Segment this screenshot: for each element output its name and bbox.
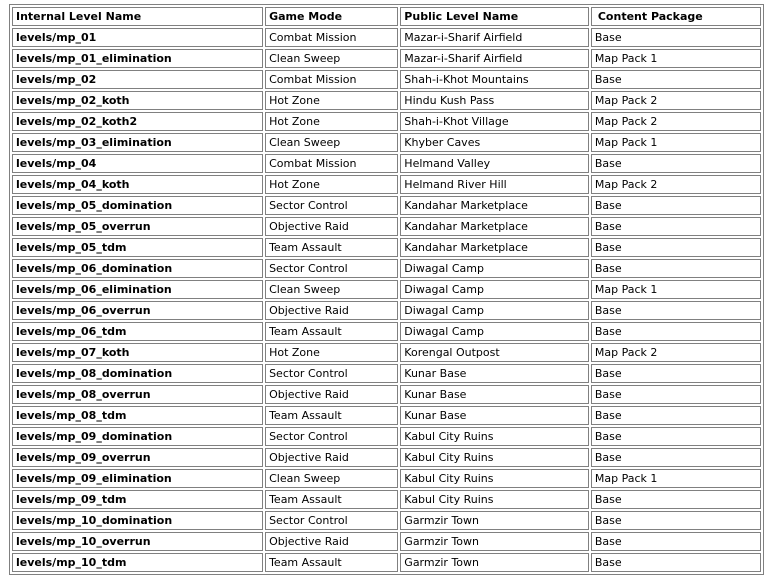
public-level-name-cell: Helmand Valley (400, 154, 589, 173)
public-level-name-cell: Hindu Kush Pass (400, 91, 589, 110)
content-package-cell: Base (591, 217, 761, 236)
table-row (12, 490, 761, 509)
internal-level-name-cell: levels/mp_09_overrun (12, 448, 263, 467)
public-level-name-cell: Shah-i-Khot Mountains (400, 70, 589, 89)
content-package-cell: Map Pack 2 (591, 175, 761, 194)
internal-level-name-cell: levels/mp_07_koth (12, 343, 263, 362)
header-public-level-name: Public Level Name (400, 7, 589, 26)
game-mode-cell: Team Assault (265, 490, 398, 509)
table-row (12, 322, 761, 341)
internal-level-name-cell: levels/mp_02_koth (12, 91, 263, 110)
table-row (12, 133, 761, 152)
content-package-cell: Base (591, 553, 761, 572)
game-mode-cell: Hot Zone (265, 91, 398, 110)
public-level-name-cell: Garmzir Town (400, 553, 589, 572)
game-mode-cell: Clean Sweep (265, 133, 398, 152)
content-package-cell: Map Pack 1 (591, 469, 761, 488)
game-mode-cell: Team Assault (265, 322, 398, 341)
game-mode-cell: Hot Zone (265, 112, 398, 131)
public-level-name-cell: Kandahar Marketplace (400, 196, 589, 215)
content-package-cell: Base (591, 385, 761, 404)
game-mode-cell: Combat Mission (265, 28, 398, 47)
table-row (12, 406, 761, 425)
public-level-name-cell: Kunar Base (400, 364, 589, 383)
public-level-name-cell: Kabul City Ruins (400, 469, 589, 488)
header-game-mode: Game Mode (265, 7, 398, 26)
public-level-name-cell: Diwagal Camp (400, 322, 589, 341)
content-package-cell: Base (591, 406, 761, 425)
internal-level-name-cell: levels/mp_08_domination (12, 364, 263, 383)
content-package-cell: Base (591, 322, 761, 341)
content-package-cell: Base (591, 448, 761, 467)
game-mode-cell: Objective Raid (265, 532, 398, 551)
public-level-name-cell: Kandahar Marketplace (400, 217, 589, 236)
content-package-cell: Base (591, 301, 761, 320)
table-row (12, 385, 761, 404)
internal-level-name-cell: levels/mp_04 (12, 154, 263, 173)
game-mode-cell: Clean Sweep (265, 469, 398, 488)
internal-level-name-cell: levels/mp_01_elimination (12, 49, 263, 68)
content-package-cell: Base (591, 70, 761, 89)
game-mode-cell: Sector Control (265, 511, 398, 530)
table-body (12, 28, 761, 572)
internal-level-name-cell: levels/mp_05_domination (12, 196, 263, 215)
game-mode-cell: Sector Control (265, 196, 398, 215)
internal-level-name-cell: levels/mp_06_overrun (12, 301, 263, 320)
internal-level-name-cell: levels/mp_09_domination (12, 427, 263, 446)
internal-level-name-cell: levels/mp_06_domination (12, 259, 263, 278)
game-mode-cell: Objective Raid (265, 301, 398, 320)
internal-level-name-cell: levels/mp_01 (12, 28, 263, 47)
public-level-name-cell: Diwagal Camp (400, 301, 589, 320)
game-mode-cell: Objective Raid (265, 448, 398, 467)
public-level-name-cell: Helmand River Hill (400, 175, 589, 194)
internal-level-name-cell: levels/mp_05_tdm (12, 238, 263, 257)
game-mode-cell: Team Assault (265, 406, 398, 425)
content-package-cell: Base (591, 238, 761, 257)
public-level-name-cell: Mazar-i-Sharif Airfield (400, 28, 589, 47)
public-level-name-cell: Kabul City Ruins (400, 448, 589, 467)
public-level-name-cell: Garmzir Town (400, 532, 589, 551)
table-row (12, 343, 761, 362)
table-row (12, 553, 761, 572)
public-level-name-cell: Kabul City Ruins (400, 490, 589, 509)
internal-level-name-cell: levels/mp_03_elimination (12, 133, 263, 152)
public-level-name-cell: Shah-i-Khot Village (400, 112, 589, 131)
content-package-cell: Map Pack 2 (591, 91, 761, 110)
game-mode-cell: Hot Zone (265, 175, 398, 194)
public-level-name-cell: Mazar-i-Sharif Airfield (400, 49, 589, 68)
table-row (12, 28, 761, 47)
table-row (12, 112, 761, 131)
internal-level-name-cell: levels/mp_02 (12, 70, 263, 89)
internal-level-name-cell: levels/mp_05_overrun (12, 217, 263, 236)
table-row (12, 469, 761, 488)
content-package-cell: Map Pack 2 (591, 112, 761, 131)
public-level-name-cell: Kunar Base (400, 385, 589, 404)
public-level-name-cell: Korengal Outpost (400, 343, 589, 362)
game-mode-cell: Hot Zone (265, 343, 398, 362)
table-row (12, 49, 761, 68)
content-package-cell: Map Pack 1 (591, 49, 761, 68)
table-row (12, 91, 761, 110)
game-mode-cell: Objective Raid (265, 385, 398, 404)
public-level-name-cell: Kandahar Marketplace (400, 238, 589, 257)
table-row (12, 448, 761, 467)
public-level-name-cell: Diwagal Camp (400, 280, 589, 299)
content-package-cell: Base (591, 427, 761, 446)
table-row (12, 217, 761, 236)
internal-level-name-cell: levels/mp_09_elimination (12, 469, 263, 488)
game-mode-cell: Combat Mission (265, 70, 398, 89)
internal-level-name-cell: levels/mp_09_tdm (12, 490, 263, 509)
internal-level-name-cell: levels/mp_06_elimination (12, 280, 263, 299)
content-package-cell: Base (591, 259, 761, 278)
public-level-name-cell: Diwagal Camp (400, 259, 589, 278)
game-mode-cell: Objective Raid (265, 217, 398, 236)
table-row (12, 238, 761, 257)
internal-level-name-cell: levels/mp_06_tdm (12, 322, 263, 341)
game-mode-cell: Combat Mission (265, 154, 398, 173)
game-mode-cell: Team Assault (265, 238, 398, 257)
public-level-name-cell: Khyber Caves (400, 133, 589, 152)
internal-level-name-cell: levels/mp_10_overrun (12, 532, 263, 551)
content-package-cell: Map Pack 1 (591, 280, 761, 299)
content-package-cell: Base (591, 532, 761, 551)
header-internal-level-name: Internal Level Name (12, 7, 263, 26)
levels-table (9, 4, 764, 575)
table-row (12, 301, 761, 320)
table-row (12, 175, 761, 194)
game-mode-cell: Clean Sweep (265, 280, 398, 299)
content-package-cell: Map Pack 1 (591, 133, 761, 152)
content-package-cell: Base (591, 490, 761, 509)
public-level-name-cell: Kabul City Ruins (400, 427, 589, 446)
public-level-name-cell: Kunar Base (400, 406, 589, 425)
header-row (12, 7, 761, 26)
internal-level-name-cell: levels/mp_02_koth2 (12, 112, 263, 131)
game-mode-cell: Sector Control (265, 427, 398, 446)
public-level-name-cell: Garmzir Town (400, 511, 589, 530)
table-row (12, 70, 761, 89)
table-row (12, 511, 761, 530)
table-row (12, 154, 761, 173)
content-package-cell: Base (591, 28, 761, 47)
table-row (12, 280, 761, 299)
game-mode-cell: Clean Sweep (265, 49, 398, 68)
table-row (12, 259, 761, 278)
content-package-cell: Base (591, 154, 761, 173)
internal-level-name-cell: levels/mp_08_tdm (12, 406, 263, 425)
game-mode-cell: Sector Control (265, 364, 398, 383)
content-package-cell: Base (591, 364, 761, 383)
table-row (12, 364, 761, 383)
content-package-cell: Base (591, 196, 761, 215)
table-row (12, 427, 761, 446)
table-row (12, 532, 761, 551)
game-mode-cell: Team Assault (265, 553, 398, 572)
internal-level-name-cell: levels/mp_04_koth (12, 175, 263, 194)
internal-level-name-cell: levels/mp_08_overrun (12, 385, 263, 404)
internal-level-name-cell: levels/mp_10_domination (12, 511, 263, 530)
table-row (12, 196, 761, 215)
content-package-cell: Base (591, 511, 761, 530)
header-content-package: Content Package (591, 7, 761, 26)
game-mode-cell: Sector Control (265, 259, 398, 278)
internal-level-name-cell: levels/mp_10_tdm (12, 553, 263, 572)
content-package-cell: Map Pack 2 (591, 343, 761, 362)
